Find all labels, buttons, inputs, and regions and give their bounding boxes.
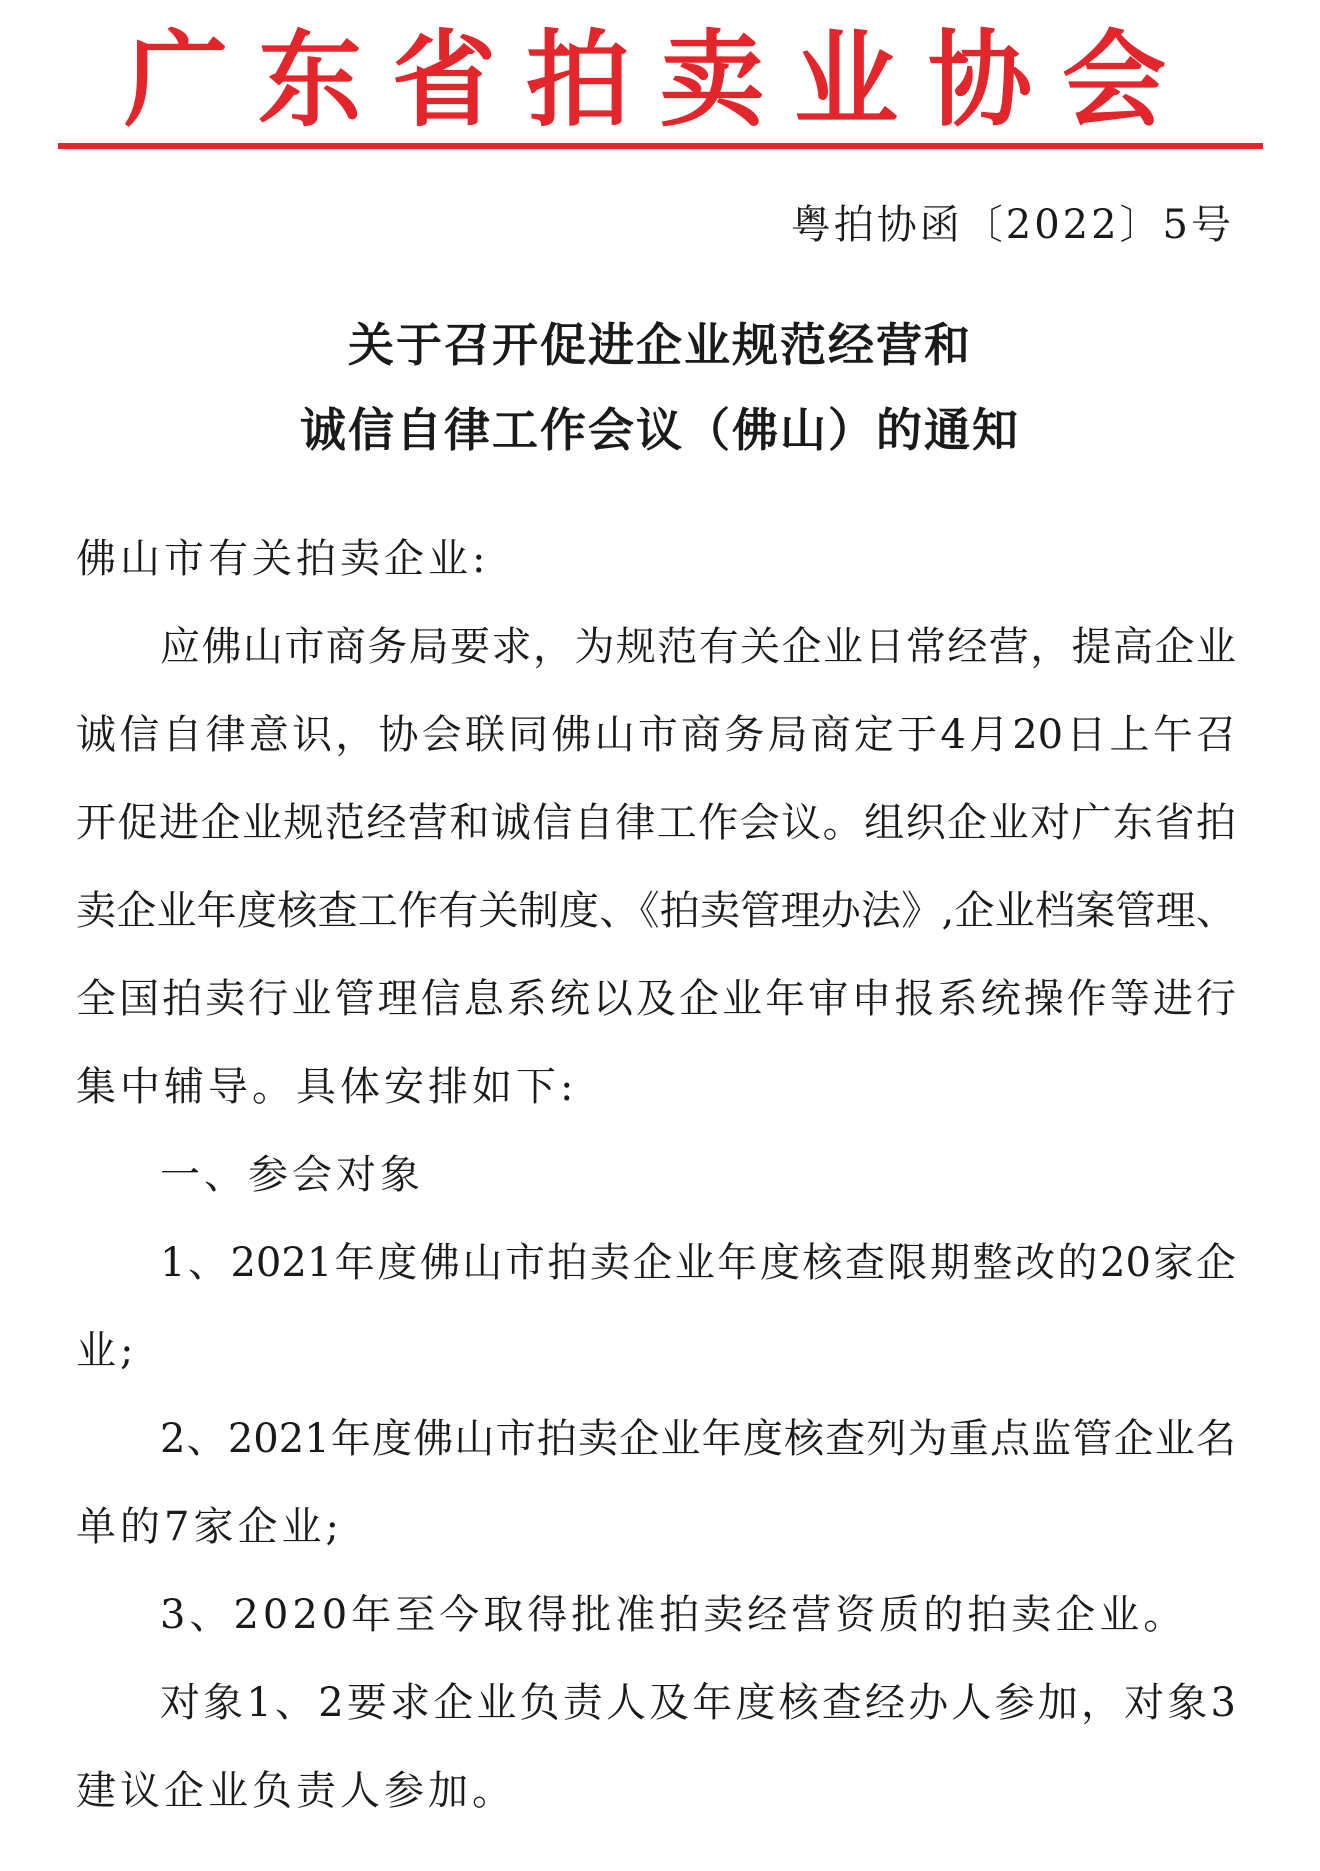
note-line: 对象1、2要求企业负责人及年度核查经办人参加，对象3 <box>160 1680 1236 1726</box>
document-number: 粤拍协函〔2022〕5号 <box>790 202 1234 248</box>
organization-name: 广东省拍卖业协会 <box>123 19 1196 141</box>
paragraph-line: 卖企业年度核查工作有关制度、《拍卖管理办法》,企业档案管理、 <box>76 888 1236 934</box>
list-item: 3、2020年至今取得批准拍卖经营资质的拍卖企业。 <box>160 1592 1188 1638</box>
document-title-line-2: 诚信自律工作会议（佛山）的通知 <box>300 403 1020 457</box>
document-title-line-1: 关于召开促进企业规范经营和 <box>348 318 972 372</box>
paragraph-line: 开促进企业规范经营和诚信自律工作会议。组织企业对广东省拍 <box>76 800 1236 846</box>
paragraph-line: 全国拍卖行业管理信息系统以及企业年审申报系统操作等进行 <box>76 976 1236 1022</box>
paragraph-line: 集中辅导。具体安排如下: <box>76 1064 578 1110</box>
list-item-continuation: 单的7家企业; <box>76 1504 343 1550</box>
paragraph-line: 应佛山市商务局要求，为规范有关企业日常经营，提高企业 <box>160 624 1236 670</box>
paragraph-line: 诚信自律意识，协会联同佛山市商务局商定于4月20日上午召 <box>76 712 1236 758</box>
list-item-continuation: 业; <box>76 1328 138 1374</box>
salutation: 佛山市有关拍卖企业: <box>76 536 490 582</box>
list-item: 1、2021年度佛山市拍卖企业年度核查限期整改的20家企 <box>160 1240 1236 1286</box>
section-heading: 一、参会对象 <box>160 1152 424 1198</box>
header-divider <box>58 143 1263 149</box>
note-line: 建议企业负责人参加。 <box>76 1768 516 1814</box>
list-item: 2、2021年度佛山市拍卖企业年度核查列为重点监管企业名 <box>160 1416 1236 1462</box>
